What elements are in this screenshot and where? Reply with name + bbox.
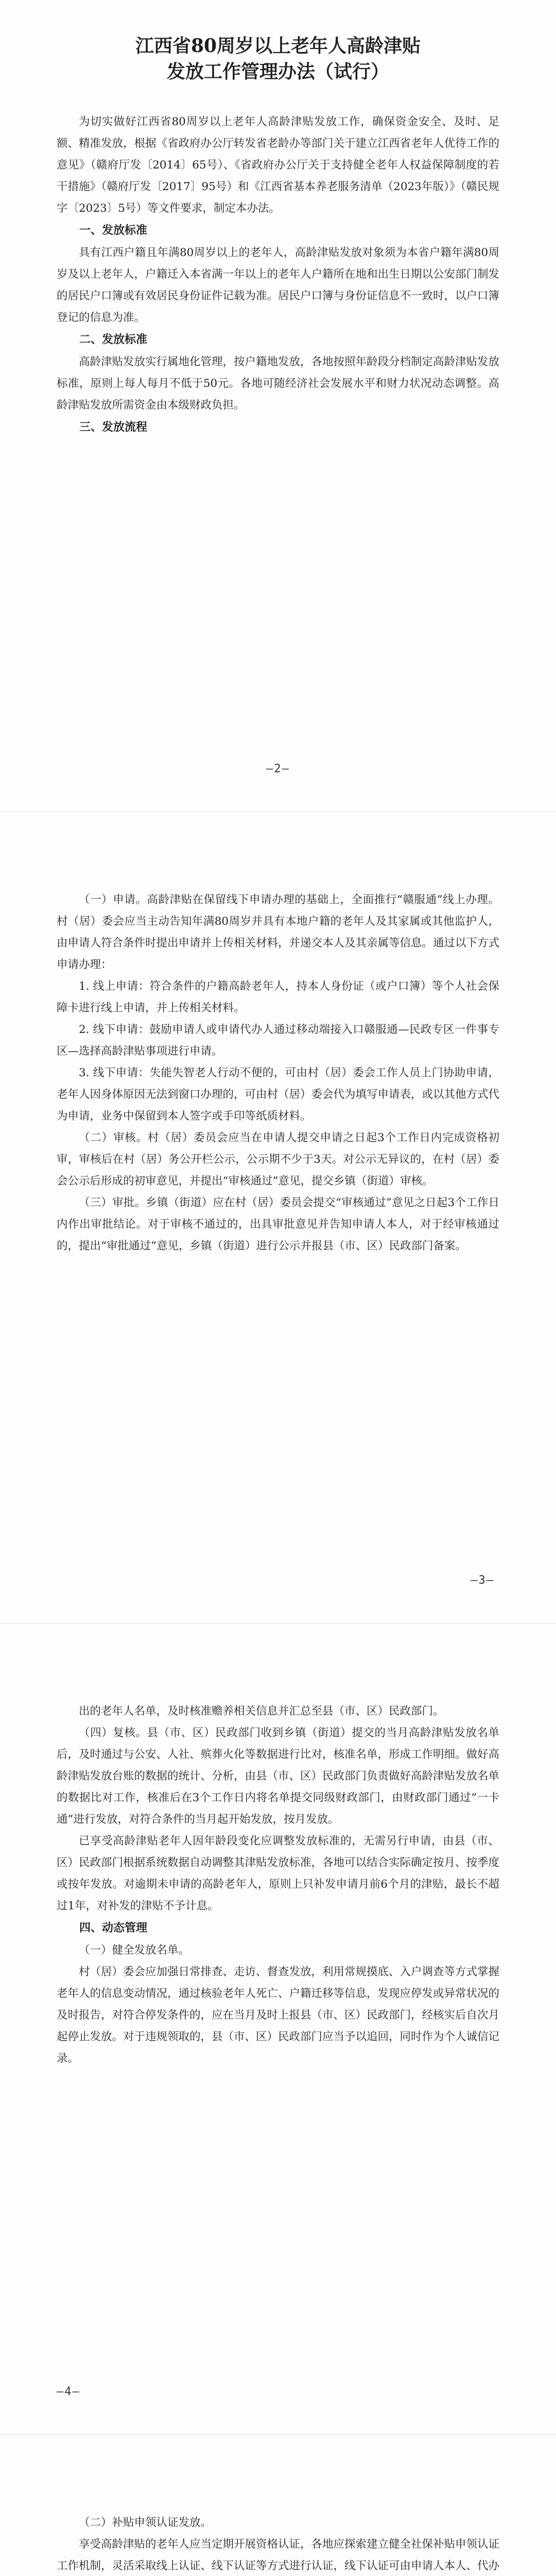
- page-3: [0, 1623, 556, 2434]
- section-heading: 三、发放流程: [79, 421, 148, 434]
- title-line-2: 发放工作管理办法（试行）: [166, 61, 389, 82]
- section-heading: 四、动态管理: [79, 1922, 148, 1935]
- paragraph: 2. 线下申请：鼓励申请人或申请代办人通过移动端接入口赣服通—民政专区一件事专区—选择高龄津贴事项进行申请。: [57, 1023, 499, 1058]
- page-2: [0, 811, 556, 1623]
- title-line-1: 江西省80周岁以上老年人高龄津贴: [135, 35, 421, 57]
- paragraph: 高龄津贴发放实行属地化管理，按户籍地发放，各地按照年龄段分档制定高龄津贴发放标准，原则上每人每月不低于50元。各地可随经济社会发展水平和财力状况动态调整。高龄津贴发放所需资金由本级财政负担。: [57, 355, 500, 412]
- page-top-margin: [57, 812, 499, 889]
- paragraph: （三）审批。乡镇（街道）应在村（居）委员会提交“审核通过”意见之日起3个工作日内作出审批结论。对于审核不通过的，出具审批意见并告知申请人本人，对于经审核通过的，提出“审批通过”意见，乡镇（街道）进行公示并报县（市、区）民政部门备案。: [57, 1196, 499, 1252]
- section-heading: 二、发放标准: [79, 333, 148, 346]
- paragraph: 村（居）委会应加强日常排查、走访、督查发放，利用常规摸底、入户调查等方式掌握老年人的信息变动情况，通过核验老年人死亡、户籍迁移等信息，发现应停发或异常状况的及时报告，对符合停发条件的，应在当月及时上报县（市、区）民政部门，经核实后自次月起停止发放。对于违规领取的，县（市、区）民政部门应当予以追回，同时作为个人诚信记录。: [57, 1965, 500, 2065]
- paragraph: 出的老年人名单，及时核准赡养相关信息并汇总至县（市、区）民政部门。: [79, 1705, 444, 1718]
- paragraph: （二）审核。村（居）委员会应当在申请人提交申请之日起3个工作日内完成资格初审，审核后在村（居）务公开栏公示，公示期不少于3天。对公示无异议的，在村（居）委会公示后形成的初审意见，并提出“审核通过”意见，提交乡镇（街道）审核。: [57, 1131, 499, 1188]
- paragraph: 3. 线下申请：失能失智老人行动不便的，可由村（居）委会工作人员上门协助申请，老年人因身体原因无法到窗口办理的，可由村（居）委会代为填写申请表，或以其他方式代为申请，业务中保留到本人签字或手印等纸质材料。: [57, 1066, 500, 1123]
- paragraph: 具有江西户籍且年满80周岁以上的老年人，高龄津贴发放对象须为本省户籍年满80周岁及以上老年人，户籍迁入本省满一年以上的老年人户籍所在地和出生日期以公安部门制发的居民户口簿或有效居民身份证件记载为准。居民户口簿与身份证信息不一致时，以户口簿登记的信息为准。: [57, 246, 500, 324]
- paragraph: 1. 线上申请：符合条件的户籍高龄老年人，持本人身份证（或户口簿）等个人社会保障卡进行线上申请，并上传相关材料。: [57, 980, 499, 1014]
- page-1: [0, 0, 556, 811]
- page-title: [57, 0, 499, 84]
- page-number: —4—: [57, 2385, 80, 2398]
- page-number: —2—: [266, 762, 290, 775]
- section-heading: 一、发放标准: [79, 224, 148, 237]
- paragraph: 已享受高龄津贴老年人因年龄段变化应调整发放标准的，无需另行申请，由县（市、区）民政部门根据系统数据自动调整其津贴发放标准，各地可以结合实际确定按月、按季度或按年发放。对逾期未申请的高龄老年人，原则上只补发申请月前6个月的津贴，最长不超过1年，对补发的津贴不予计息。: [57, 1835, 500, 1912]
- page-top-margin: [57, 1623, 499, 1701]
- paragraph: 享受高龄津贴的老年人应当定期开展资格认证，各地应探索建立健全社保补贴申领认证工作机制，灵活采取线上认证、线下认证等方式进行认证，线下认证可由申请人本人、代办: [57, 2538, 500, 2572]
- paragraph: 为切实做好江西省80周岁以上老年人高龄津贴发放工作，确保资金安全、及时、足额、精准发放，根据《省政府办公厅转发省老龄办等部门关于建立江西省老年人优待工作的意见》（赣府厅发〔2014〕65号）、《省政府办公厅关于支持健全老年人权益保障制度的若干措施》（赣府厅发〔2017〕95号）和《江西省基本养老服务清单（2023年版）》（赣民规字〔2023〕5号）等文件要求，制定本办法。: [57, 115, 500, 215]
- paragraph: （四）复核。县（市、区）民政部门收到乡镇（街道）提交的当月高龄津贴发放名单后，及时通过与公安、人社、殡葬火化等数据进行比对，核准名单，形成工作明细。做好高龄津贴发放台账的数据的统计、分析，由县（市、区）民政部门负责做好高龄津贴发放名单的数据比对工作，核准后在3个工作日内将名单提交同级财政部门，由财政部门通过“一卡通”进行发放，对符合条件的当月起开始发放，按月发放。: [57, 1726, 500, 1826]
- page-top-margin: [57, 2435, 499, 2512]
- paragraph: （一）申请。高龄津贴在保留线下申请办理的基础上，全面推行“赣服通”线上办理。村（居）委会应当主动告知年满80周岁并具有本地户籍的老年人及其家属或其他监护人，由申请人符合条件时提出申请并上传相关材料，并递交本人及其亲属等信息。通过以下方式申请办理：: [57, 893, 500, 971]
- page-4: [0, 2434, 556, 2576]
- paragraph: （二）补贴申领认证发放。: [79, 2516, 212, 2529]
- page-number: —3—: [471, 1574, 494, 1587]
- paragraph: （一）健全发放名单。: [79, 1944, 190, 1957]
- page-1-body: [57, 111, 499, 439]
